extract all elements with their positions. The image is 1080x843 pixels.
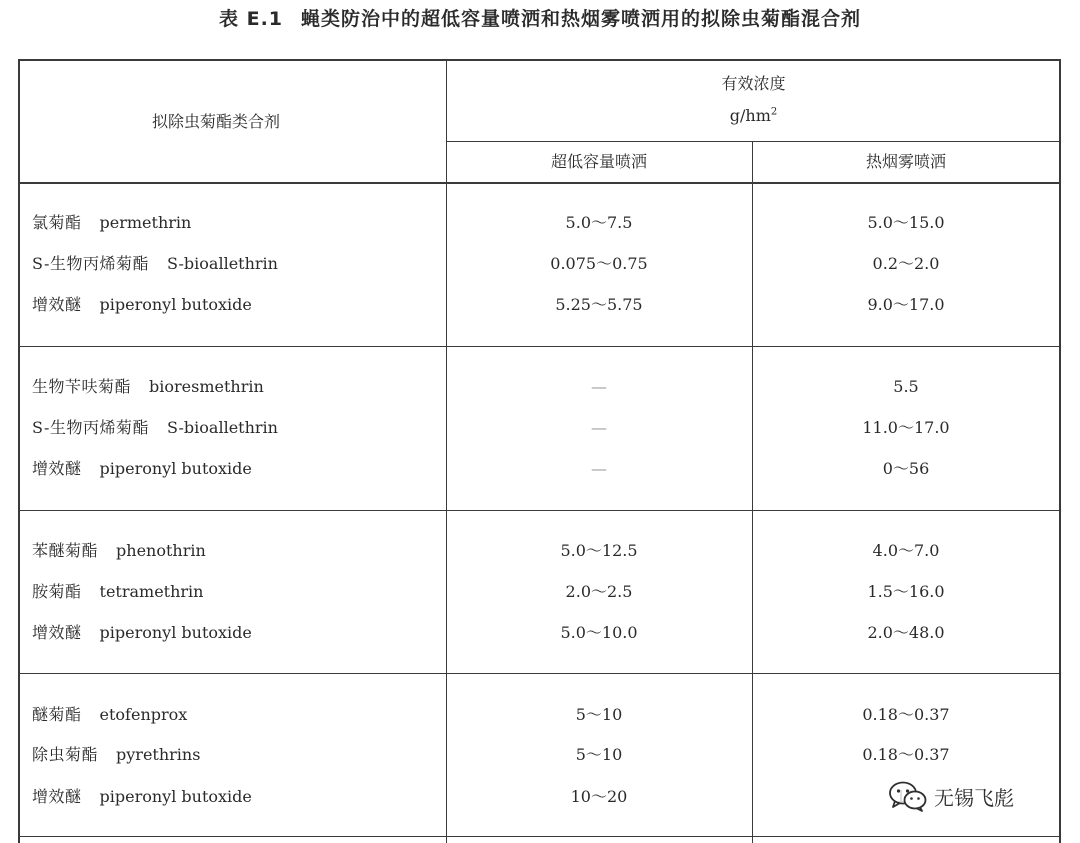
table-row [32,213,191,233]
fog-value: 5.0～15.0 [867,213,945,232]
compound-cn: 氯菊酯 [32,213,82,232]
table-number: 表 E.1 [218,8,284,30]
compound-en: piperonyl butoxide [99,459,252,478]
ulv-value: 10～20 [570,787,628,806]
compound-cn: 醚菊酯 [32,705,82,724]
compound-cn: 增效醚 [32,295,82,314]
compound-cn: 生物苄呋菊酯 [32,377,132,396]
ulv-value: 5.25～5.75 [555,295,643,314]
table-row [32,623,252,643]
compound-en: phenothrin [116,541,206,560]
ulv-value: 5.0～12.5 [560,541,638,560]
header-effective-concentration: 有效浓度 [721,74,786,93]
compound-en: S-bioallethrin [166,254,278,273]
fog-value: 0.18～0.37 [862,705,950,724]
fog-value: 11.0～17.0 [862,418,950,437]
fog-value: 2.0～48.0 [867,623,945,642]
compound-cn: S-生物丙烯菊酯 [32,254,149,273]
compound-en: piperonyl butoxide [99,787,252,806]
ulv-value: — [591,377,607,396]
table-row [32,745,200,765]
header-unit: $g/hm^2$ [729,106,778,125]
compound-en: piperonyl butoxide [99,623,252,642]
compound-cn: 胺菊酯 [32,582,82,601]
table-title-text: 蝇类防治中的超低容量喷洒和热烟雾喷洒用的拟除虫菊酯混合剂 [301,8,862,30]
compound-cn: 增效醚 [32,459,82,478]
ulv-value: 2.0～2.5 [565,582,633,601]
compound-cn: 除虫菊酯 [32,745,99,764]
table-row [32,541,206,561]
table-row [32,418,278,438]
table-row [32,582,203,602]
group-divider-4 [18,836,1061,837]
compound-en: permethrin [99,213,192,232]
group-divider-2 [18,510,1061,511]
ulv-value: 5～10 [575,745,623,764]
watermark-text: 无锡飞彪 [934,785,1014,810]
fog-value: 4.0～7.0 [872,541,940,560]
group-divider-1 [18,346,1061,347]
compound-cn: 增效醚 [32,623,82,642]
fog-value: 0.2～2.0 [872,254,940,273]
ulv-value: 5.0～10.0 [560,623,638,642]
table-row [32,377,264,397]
fog-value: 1.5～16.0 [867,582,945,601]
header-col-formulation: 拟除虫菊酯类合剂 [152,112,281,131]
compound-en: etofenprox [99,705,188,724]
compound-cn: S-生物丙烯菊酯 [32,418,149,437]
table-row [32,705,187,725]
compound-en: pyrethrins [116,745,201,764]
compound-en: piperonyl butoxide [99,295,252,314]
header-divider-bottom [18,182,1061,184]
compound-cn: 增效醚 [32,787,82,806]
header-divider-sub [446,141,1061,142]
compound-en: tetramethrin [99,582,204,601]
watermark [888,776,1018,816]
table-row [32,295,252,315]
table-border-left [18,59,20,843]
wechat-icon [888,779,928,813]
fog-value: 9.0～17.0 [867,295,945,314]
ulv-value: — [591,459,607,478]
ulv-value: 5～10 [575,705,623,724]
table-title [0,4,1080,31]
table-border-right [1059,59,1061,843]
header-col-fog: 热烟雾喷洒 [865,152,946,171]
fog-value: 0～56 [882,459,930,478]
table-row [32,459,252,479]
ulv-value: — [591,418,607,437]
ulv-value: 0.075～0.75 [550,254,648,273]
header-col-ulv: 超低容量喷洒 [550,152,647,171]
column-divider-2 [752,141,753,843]
ulv-value: 5.0～7.5 [565,213,633,232]
table-row [32,254,278,274]
compound-en: S-bioallethrin [166,418,278,437]
compound-en: bioresmethrin [149,377,264,396]
table-border-top [18,59,1061,61]
fog-value: 5.5 [893,377,919,396]
fog-value: 0.18～0.37 [862,745,950,764]
table-row [32,787,252,807]
compound-cn: 苯醚菊酯 [32,541,99,560]
column-divider-1 [446,59,447,843]
group-divider-3 [18,673,1061,674]
